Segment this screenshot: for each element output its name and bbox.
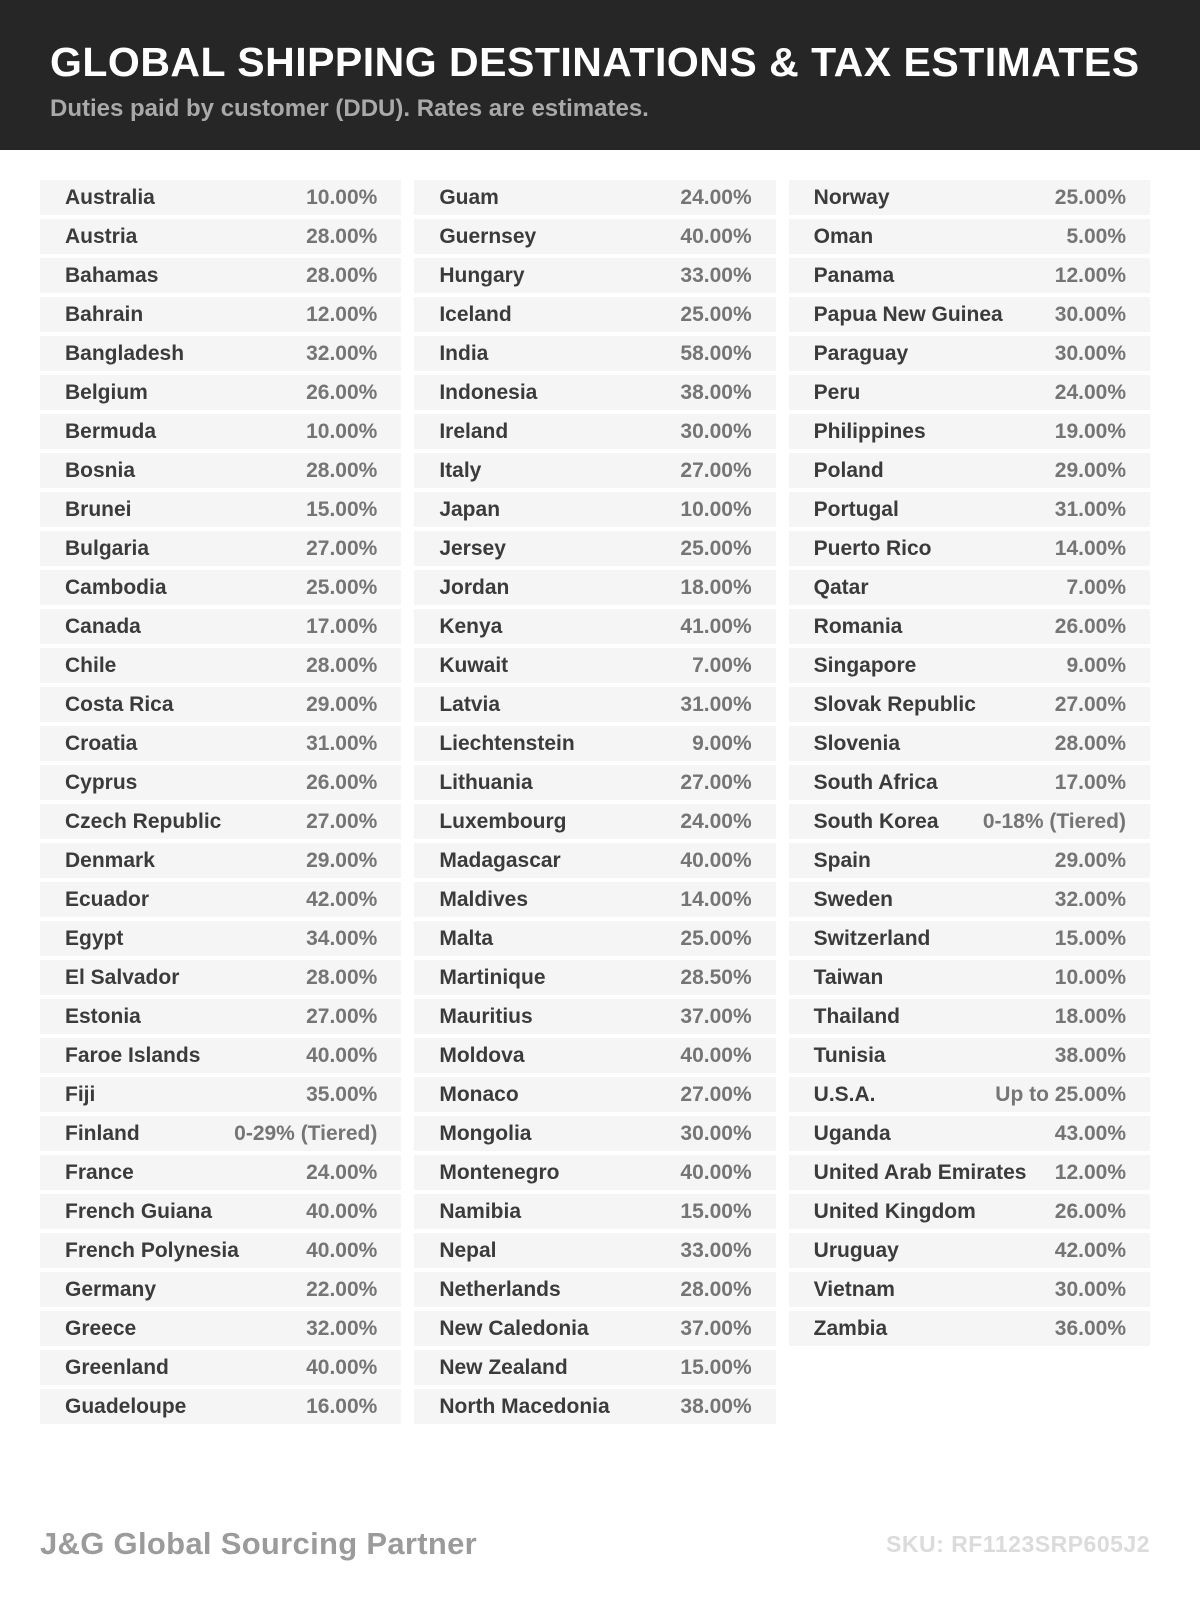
footer <box>0 1526 1200 1562</box>
tax-rate: 38.00% <box>680 380 752 404</box>
country-name: Lithuania <box>439 770 533 794</box>
country-name: Madagascar <box>439 848 561 872</box>
table-row <box>40 609 401 644</box>
table-row <box>40 258 401 293</box>
tax-rate: 18.00% <box>680 575 752 599</box>
table-row <box>414 219 775 254</box>
table-row <box>40 804 401 839</box>
tax-rate: 22.00% <box>306 1277 378 1301</box>
tax-rate: 37.00% <box>680 1316 752 1340</box>
country-name: Thailand <box>813 1004 900 1028</box>
table-column-2 <box>414 180 775 1428</box>
country-name: Fiji <box>65 1082 96 1106</box>
country-name: Slovenia <box>813 731 901 755</box>
table-row <box>414 1155 775 1190</box>
country-name: Oman <box>813 224 874 248</box>
tax-rate: 27.00% <box>306 809 378 833</box>
tax-rate: 28.50% <box>680 965 752 989</box>
table-row <box>414 609 775 644</box>
tax-rate: 29.00% <box>306 848 378 872</box>
table-row <box>40 726 401 761</box>
table-row <box>789 1272 1150 1307</box>
country-name: Netherlands <box>439 1277 561 1301</box>
table-column-1 <box>40 180 401 1428</box>
tax-rate: 40.00% <box>680 848 752 872</box>
table-row <box>789 648 1150 683</box>
table-row <box>789 1077 1150 1112</box>
table-row <box>414 882 775 917</box>
tax-rate: 25.00% <box>680 536 752 560</box>
table-row <box>414 921 775 956</box>
country-name: Bangladesh <box>65 341 185 365</box>
table-row <box>414 1233 775 1268</box>
country-name: Austria <box>65 224 138 248</box>
country-name: Guam <box>439 185 499 209</box>
table-row <box>789 297 1150 332</box>
page-title: GLOBAL SHIPPING DESTINATIONS & TAX ESTIMATES <box>50 39 1140 85</box>
country-name: France <box>65 1160 134 1184</box>
country-name: Italy <box>439 458 482 482</box>
tax-rate: 17.00% <box>1054 770 1126 794</box>
table-row <box>414 1311 775 1346</box>
table-row <box>40 414 401 449</box>
country-name: Uruguay <box>813 1238 899 1262</box>
country-name: Portugal <box>813 497 899 521</box>
country-name: Montenegro <box>439 1160 560 1184</box>
country-name: Singapore <box>813 653 917 677</box>
table-row <box>40 180 401 215</box>
table-row <box>414 336 775 371</box>
table-row <box>40 492 401 527</box>
country-name: Tunisia <box>813 1043 886 1067</box>
table-row <box>40 297 401 332</box>
tax-rate: 10.00% <box>306 419 378 443</box>
country-name: Bahamas <box>65 263 159 287</box>
tax-rate: 31.00% <box>680 692 752 716</box>
tax-rate: 27.00% <box>1054 692 1126 716</box>
country-name: Guernsey <box>439 224 537 248</box>
country-name: United Arab Emirates <box>813 1160 1027 1184</box>
country-name: Moldova <box>439 1043 525 1067</box>
tax-rate: 12.00% <box>1054 1160 1126 1184</box>
table-row <box>40 960 401 995</box>
tax-rate: 0-29% (Tiered) <box>234 1121 378 1145</box>
table-row <box>414 375 775 410</box>
country-name: United Kingdom <box>813 1199 976 1223</box>
table-row <box>789 609 1150 644</box>
tax-rate: 15.00% <box>1054 926 1126 950</box>
tax-rate: 25.00% <box>680 302 752 326</box>
table-row <box>789 843 1150 878</box>
tax-rate: 40.00% <box>306 1199 378 1223</box>
tax-rate: 30.00% <box>1054 1277 1126 1301</box>
tax-rate: 29.00% <box>1054 458 1126 482</box>
tax-rate: 25.00% <box>680 926 752 950</box>
tax-rate: 30.00% <box>1054 341 1126 365</box>
tax-rate: 40.00% <box>680 224 752 248</box>
tax-rate: 42.00% <box>1054 1238 1126 1262</box>
tax-rate: 30.00% <box>1054 302 1126 326</box>
table-row <box>414 1389 775 1424</box>
table-row <box>40 921 401 956</box>
table-row <box>414 804 775 839</box>
country-name: Zambia <box>813 1316 888 1340</box>
country-name: Greenland <box>65 1355 169 1379</box>
table-row <box>414 1350 775 1385</box>
tax-rate: 27.00% <box>680 770 752 794</box>
table-row <box>789 414 1150 449</box>
table-row <box>789 1194 1150 1229</box>
tax-rate: 43.00% <box>1054 1121 1126 1145</box>
table-row <box>40 843 401 878</box>
sku-label: SKU: RF1123SRP605J2 <box>886 1530 1150 1557</box>
tax-rate: 26.00% <box>306 770 378 794</box>
country-name: French Guiana <box>65 1199 213 1223</box>
table-row <box>40 1389 401 1424</box>
table-row <box>789 1038 1150 1073</box>
tax-rate: 33.00% <box>680 263 752 287</box>
country-name: South Korea <box>813 809 939 833</box>
table-row <box>789 1155 1150 1190</box>
tax-rate: 24.00% <box>680 185 752 209</box>
country-name: Taiwan <box>813 965 884 989</box>
country-name: Japan <box>439 497 501 521</box>
table-row <box>789 960 1150 995</box>
table-row <box>40 1155 401 1190</box>
country-name: Denmark <box>65 848 155 872</box>
country-name: Bahrain <box>65 302 144 326</box>
tax-rate: 26.00% <box>306 380 378 404</box>
country-name: Uganda <box>813 1121 891 1145</box>
country-name: Costa Rica <box>65 692 174 716</box>
tax-rate: 25.00% <box>1054 185 1126 209</box>
tax-rate: 40.00% <box>306 1355 378 1379</box>
tax-rate: 28.00% <box>306 458 378 482</box>
tax-rate: 9.00% <box>1066 653 1126 677</box>
country-name: Romania <box>813 614 903 638</box>
country-name: Australia <box>65 185 155 209</box>
table-row <box>40 336 401 371</box>
country-name: Faroe Islands <box>65 1043 201 1067</box>
country-name: Czech Republic <box>65 809 222 833</box>
table-row <box>40 687 401 722</box>
tax-rate: 10.00% <box>1054 965 1126 989</box>
tax-rate: 28.00% <box>306 224 378 248</box>
table-row <box>414 648 775 683</box>
country-name: Cyprus <box>65 770 138 794</box>
table-row <box>40 882 401 917</box>
tax-rate: 28.00% <box>306 965 378 989</box>
table-row <box>40 570 401 605</box>
table-row <box>414 453 775 488</box>
tax-rate: 40.00% <box>306 1043 378 1067</box>
table-column-3 <box>789 180 1150 1428</box>
tax-rate: 18.00% <box>1054 1004 1126 1028</box>
country-name: New Zealand <box>439 1355 568 1379</box>
table-row <box>414 180 775 215</box>
tax-rate: 14.00% <box>680 887 752 911</box>
table-row <box>414 843 775 878</box>
country-name: Germany <box>65 1277 157 1301</box>
tax-rate: 32.00% <box>306 341 378 365</box>
tax-rate: 38.00% <box>1054 1043 1126 1067</box>
table-row <box>414 1077 775 1112</box>
tax-rate: 41.00% <box>680 614 752 638</box>
country-name: Namibia <box>439 1199 522 1223</box>
country-name: Liechtenstein <box>439 731 575 755</box>
country-name: Canada <box>65 614 141 638</box>
tax-rate: 33.00% <box>680 1238 752 1262</box>
table-row <box>40 765 401 800</box>
tax-rate: 9.00% <box>692 731 752 755</box>
tax-rate: 19.00% <box>1054 419 1126 443</box>
table-row <box>789 570 1150 605</box>
table-row <box>414 1194 775 1229</box>
country-name: Jersey <box>439 536 506 560</box>
country-name: Estonia <box>65 1004 141 1028</box>
table-row <box>414 1116 775 1151</box>
country-name: French Polynesia <box>65 1238 239 1262</box>
country-name: Cambodia <box>65 575 167 599</box>
tax-rate: 16.00% <box>306 1394 378 1418</box>
tax-rate: 24.00% <box>680 809 752 833</box>
table-row <box>40 219 401 254</box>
table-row <box>789 492 1150 527</box>
table-row <box>789 999 1150 1034</box>
table-row <box>40 1116 401 1151</box>
tax-rate: 37.00% <box>680 1004 752 1028</box>
country-name: Greece <box>65 1316 137 1340</box>
country-name: Hungary <box>439 263 525 287</box>
tax-rate: 30.00% <box>680 419 752 443</box>
tax-rate: 36.00% <box>1054 1316 1126 1340</box>
tax-rate: 12.00% <box>1054 263 1126 287</box>
table-row <box>40 453 401 488</box>
table-row <box>40 1194 401 1229</box>
country-name: Switzerland <box>813 926 931 950</box>
table-row <box>789 1311 1150 1346</box>
country-name: Bermuda <box>65 419 157 443</box>
country-name: Croatia <box>65 731 138 755</box>
header-banner <box>0 0 1200 150</box>
table-row <box>414 1038 775 1073</box>
country-name: Martinique <box>439 965 546 989</box>
tax-rate: 58.00% <box>680 341 752 365</box>
country-name: Mongolia <box>439 1121 532 1145</box>
country-name: Iceland <box>439 302 512 326</box>
tax-rate: 35.00% <box>306 1082 378 1106</box>
table-row <box>789 180 1150 215</box>
tax-rate: 15.00% <box>306 497 378 521</box>
tax-rate: 38.00% <box>680 1394 752 1418</box>
country-name: Bulgaria <box>65 536 150 560</box>
table-row <box>40 531 401 566</box>
tax-rate: 28.00% <box>680 1277 752 1301</box>
country-name: Peru <box>813 380 861 404</box>
table-row <box>789 882 1150 917</box>
country-name: Panama <box>813 263 895 287</box>
tax-rate: 27.00% <box>306 536 378 560</box>
tax-rate: 27.00% <box>680 458 752 482</box>
country-name: Papua New Guinea <box>813 302 1003 326</box>
table-row <box>414 999 775 1034</box>
country-name: U.S.A. <box>813 1082 876 1106</box>
country-name: Maldives <box>439 887 529 911</box>
country-name: India <box>439 341 489 365</box>
table-row <box>414 765 775 800</box>
table-row <box>414 960 775 995</box>
table-row <box>789 258 1150 293</box>
page-subtitle: Duties paid by customer (DDU). Rates are estimates. <box>50 95 649 122</box>
country-name: Luxembourg <box>439 809 567 833</box>
table-row <box>414 570 775 605</box>
tax-rate: 34.00% <box>306 926 378 950</box>
tax-rate: 27.00% <box>306 1004 378 1028</box>
tax-rate: 32.00% <box>1054 887 1126 911</box>
country-name: Brunei <box>65 497 132 521</box>
country-name: Qatar <box>813 575 869 599</box>
country-name: Philippines <box>813 419 926 443</box>
tax-rate: 7.00% <box>692 653 752 677</box>
tax-rate: 28.00% <box>1054 731 1126 755</box>
country-name: Sweden <box>813 887 894 911</box>
tax-rate: 40.00% <box>680 1160 752 1184</box>
country-name: Ecuador <box>65 887 150 911</box>
table-row <box>789 921 1150 956</box>
tax-rate: 12.00% <box>306 302 378 326</box>
tax-rate: 28.00% <box>306 653 378 677</box>
tax-rate: 24.00% <box>306 1160 378 1184</box>
table-row <box>414 531 775 566</box>
tax-rate: 25.00% <box>306 575 378 599</box>
country-name: Chile <box>65 653 117 677</box>
table-row <box>40 1233 401 1268</box>
tax-rate: 26.00% <box>1054 614 1126 638</box>
table-row <box>414 258 775 293</box>
table-row <box>789 1116 1150 1151</box>
tax-rate: 29.00% <box>306 692 378 716</box>
table-row <box>414 1272 775 1307</box>
country-name: Spain <box>813 848 871 872</box>
tax-rate: 10.00% <box>306 185 378 209</box>
country-name: Kenya <box>439 614 503 638</box>
brand-name: J&G Global Sourcing Partner <box>40 1526 478 1561</box>
table-row <box>40 999 401 1034</box>
country-name: Slovak Republic <box>813 692 976 716</box>
tax-rate: 24.00% <box>1054 380 1126 404</box>
tax-rate: 40.00% <box>680 1043 752 1067</box>
country-name: Norway <box>813 185 890 209</box>
country-name: Puerto Rico <box>813 536 932 560</box>
table-row <box>789 453 1150 488</box>
country-name: Malta <box>439 926 494 950</box>
table-row <box>789 531 1150 566</box>
tax-rate: 32.00% <box>306 1316 378 1340</box>
country-name: South Africa <box>813 770 938 794</box>
table-row <box>414 297 775 332</box>
table-row <box>414 414 775 449</box>
table-row <box>789 1233 1150 1268</box>
tax-rate: 5.00% <box>1066 224 1126 248</box>
table-row <box>789 687 1150 722</box>
tax-rate: 29.00% <box>1054 848 1126 872</box>
country-name: Finland <box>65 1121 140 1145</box>
table-row <box>789 375 1150 410</box>
country-name: Belgium <box>65 380 148 404</box>
country-name: Latvia <box>439 692 501 716</box>
tax-rate: 28.00% <box>306 263 378 287</box>
country-name: Egypt <box>65 926 124 950</box>
table-row <box>40 375 401 410</box>
table-row <box>789 726 1150 761</box>
tax-rate: 27.00% <box>680 1082 752 1106</box>
rates-table <box>0 150 1200 1428</box>
tax-rate: 14.00% <box>1054 536 1126 560</box>
table-row <box>414 492 775 527</box>
tax-rate: 31.00% <box>1054 497 1126 521</box>
table-row <box>40 1038 401 1073</box>
table-row <box>40 1350 401 1385</box>
country-name: Indonesia <box>439 380 538 404</box>
tax-rate: 40.00% <box>306 1238 378 1262</box>
tax-rate: 0-18% (Tiered) <box>982 809 1126 833</box>
table-row <box>789 765 1150 800</box>
tax-rate: 26.00% <box>1054 1199 1126 1223</box>
tax-rate: 15.00% <box>680 1199 752 1223</box>
country-name: Poland <box>813 458 884 482</box>
table-row <box>40 1077 401 1112</box>
tax-rate: 31.00% <box>306 731 378 755</box>
country-name: Guadeloupe <box>65 1394 187 1418</box>
table-row <box>40 1272 401 1307</box>
table-row <box>40 648 401 683</box>
tax-rate: 30.00% <box>680 1121 752 1145</box>
country-name: El Salvador <box>65 965 180 989</box>
table-row <box>789 804 1150 839</box>
country-name: Ireland <box>439 419 509 443</box>
country-name: North Macedonia <box>439 1394 610 1418</box>
country-name: Paraguay <box>813 341 909 365</box>
country-name: New Caledonia <box>439 1316 589 1340</box>
table-row <box>40 1311 401 1346</box>
country-name: Monaco <box>439 1082 519 1106</box>
tax-rate: Up to 25.00% <box>995 1082 1126 1106</box>
country-name: Vietnam <box>813 1277 895 1301</box>
country-name: Kuwait <box>439 653 509 677</box>
table-row <box>414 687 775 722</box>
tax-rate: 15.00% <box>680 1355 752 1379</box>
table-row <box>789 336 1150 371</box>
tax-rate: 10.00% <box>680 497 752 521</box>
table-row <box>414 726 775 761</box>
tax-rate: 42.00% <box>306 887 378 911</box>
tax-rate: 7.00% <box>1066 575 1126 599</box>
country-name: Jordan <box>439 575 510 599</box>
table-row <box>789 219 1150 254</box>
country-name: Bosnia <box>65 458 136 482</box>
country-name: Nepal <box>439 1238 497 1262</box>
country-name: Mauritius <box>439 1004 533 1028</box>
tax-rate: 17.00% <box>306 614 378 638</box>
